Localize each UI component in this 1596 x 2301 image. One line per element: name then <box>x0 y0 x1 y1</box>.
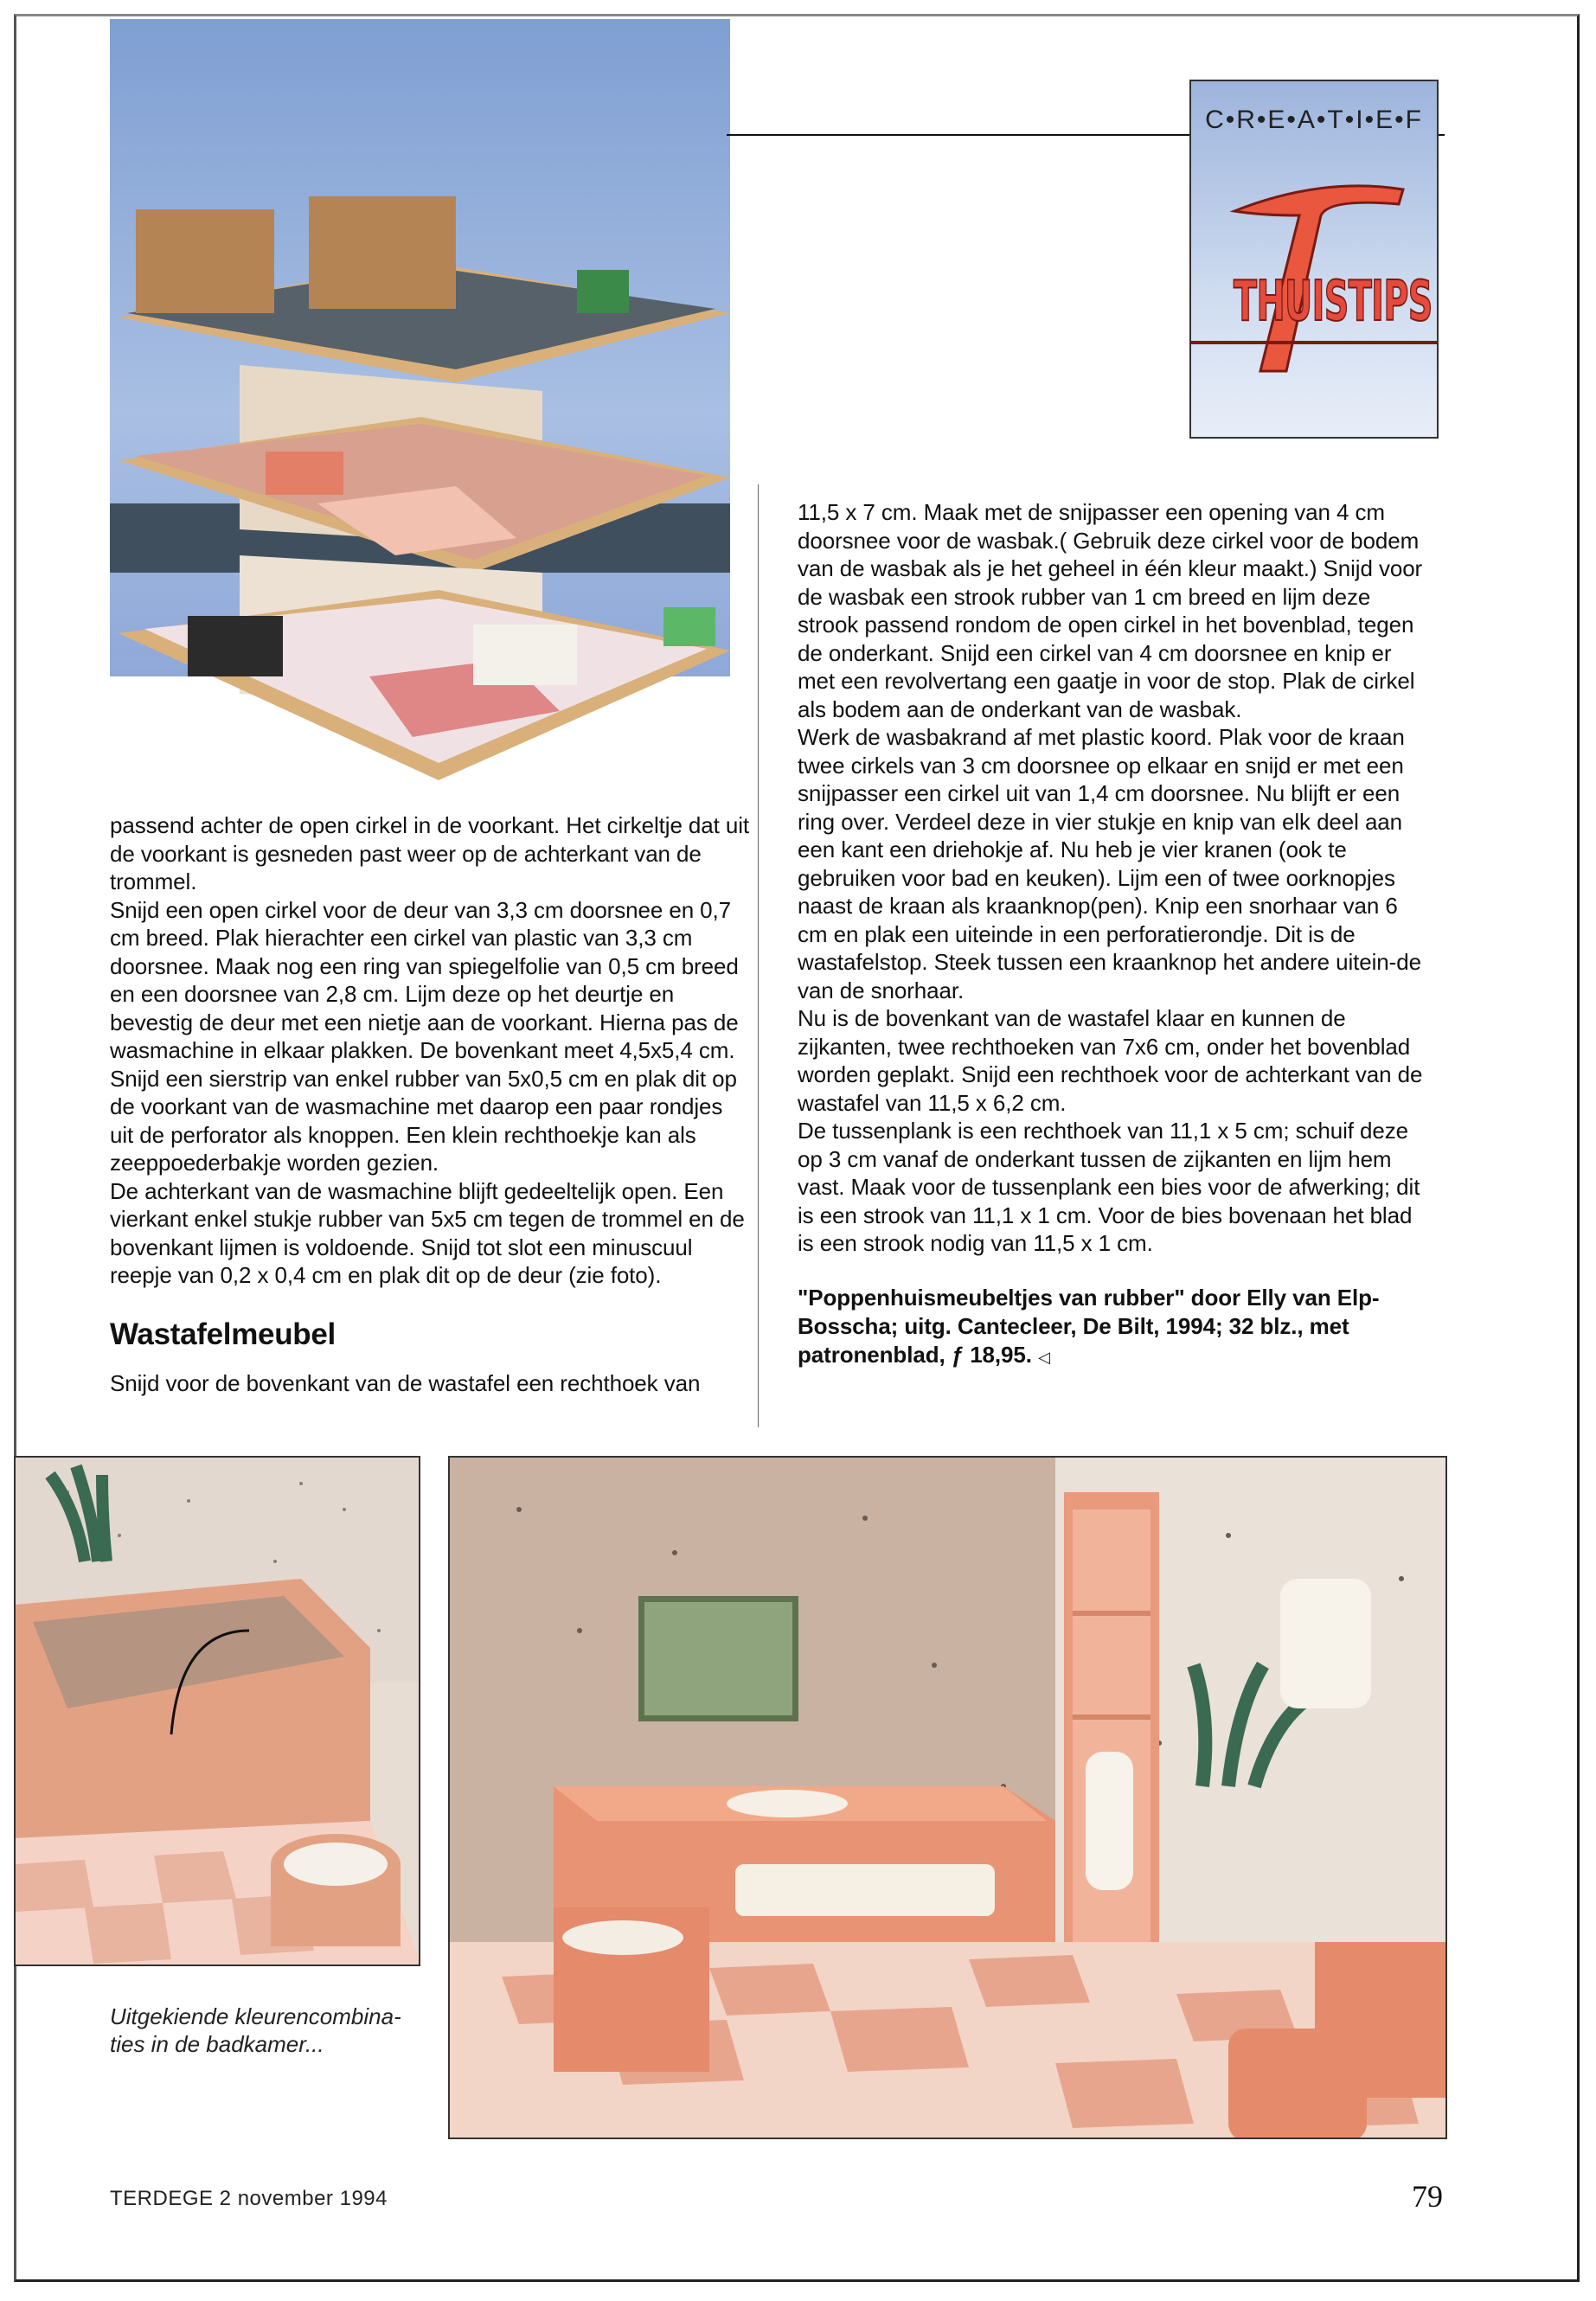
logo-kicker: C•R•E•A•T•I•E•F <box>1205 106 1423 134</box>
left-paragraph-5: Snijd voor de bovenkant van de wastafel een rechthoek van <box>110 1370 701 1396</box>
book-reference-text: "Poppenhuismeubeltjes van rubber" door Elly van Elp-Bosscha; uitg. Cantecleer, De Bilt, 1994; 32 blz., met patronenblad, ƒ 18,95. <box>798 1284 1380 1368</box>
bathroom-photo <box>448 1456 1447 2139</box>
logo-underline <box>1191 341 1437 344</box>
book-reference <box>798 1284 1433 1372</box>
right-column <box>798 498 1433 1372</box>
left-column <box>110 811 750 1398</box>
left-paragraph-3: Snijd een sierstrip van enkel rubber van 5x0,5 cm en plak dit op de voorkant van de wasmachine met daarop een paar rondjes uit de perforator als knoppen. Een klein rechthoekje kan als zeeppoederbakje worden gezien. <box>110 1065 737 1176</box>
end-mark-icon: ◁ <box>1038 1348 1050 1366</box>
dollhouse-photo <box>110 19 730 785</box>
left-paragraph-4: De achterkant van de wasmachine blijft gedeeltelijk open. Een vierkant enkel stukje rubber van 5x5 cm tegen de trommel en de bovenkant lijmen is voldoende. Snijd tot slot een minuscuul reepje van 0,2 x 0,4 cm en plak dit op de deur (zie foto). <box>110 1177 745 1288</box>
right-paragraph-3: Nu is de bovenkant van de wastafel klaar en kunnen de zijkanten, twee rechthoeken van 7x6 cm, onder het bovenblad worden geplakt. Snijd een rechthoek voor de achterkant van de wastafel van 11,5 x 6,2 cm. <box>798 1005 1423 1116</box>
column-divider <box>758 484 759 1427</box>
page-number: 79 <box>1412 2179 1443 2214</box>
bathtub-photo <box>14 1456 420 1966</box>
left-paragraph-1: passend achter de open cirkel in de voorkant. Het cirkeltje dat uit de voorkant is gesneden past weer op de achterkant van de trommel. <box>110 812 750 894</box>
footer-publication: TERDEGE 2 november 1994 <box>110 2187 388 2210</box>
photo-caption: Uitgekiende kleurencombina-ties in de badkamer... <box>110 2003 401 2057</box>
section-heading: Wastafelmeubel <box>110 1317 336 1351</box>
left-paragraph-2: Snijd een open cirkel voor de deur van 3,3 cm doorsnee en 0,7 cm breed. Plak hierachter een cirkel van plastic van 3,3 cm doorsnee. Maak nog een ring van spiegelfolie van 0,5 cm breed en een doorsnee van 2,8 cm. Lijm deze op het deurtje en bevestig de deur met een nietje aan de voorkant. Hierna pas de wasmachine in elkaar plakken. De bovenkant meet 4,5x5,4 cm. <box>110 896 739 1063</box>
right-paragraph-2: Werk de wasbakrand af met plastic koord. Plak voor de kraan twee cirkels van 3 cm doorsnee op elkaar en snijd er met een snijpasser een cirkel uit van 1,4 cm doorsnee. Nu blijft er een ring over. Verdeel deze in vier stukje en knip van elk deel aan een kant een driehokje af. Nu heb je vier kranen (ook te gebruiken voor bad en keuken). Lijm een of twee oorknopjes naast de kraan als kraanknop(pen). Knip een snorhaar van 6 cm en plak een uiteinde in een perforatierondje. Dit is de wastafelstop. Steek tussen een kraanknop het andere uitein-de van de snorhaar. <box>798 724 1421 1003</box>
right-paragraph-1: 11,5 x 7 cm. Maak met de snijpasser een opening van 4 cm doorsnee voor de wasbak.( Gebruik deze cirkel voor de bodem van de wasbak als je het geheel in één kleur maakt.) Snijd voor de wasbak een strook rubber van 1 cm breed en lijm deze strook passend rondom de open cirkel in het bovenblad, tegen de onderkant. Snijd een cirkel van 4 cm doorsnee en knip er met een revolvertang een gaatje in voor de stop. Plak de cirkel als bodem aan de onderkant van de wasbak. <box>798 499 1423 722</box>
right-paragraph-4: De tussenplank is een rechthoek van 11,1 x 5 cm; schuif deze op 3 cm vanaf de onderkant tussen de zijkanten en lijm hem vast. Maak voor de tussenplank een bies voor de afwerking; dit is een strook van 11,1 x 1 cm. Voor de bies bovenaan het blad is een strook nodig van 11,5 x 1 cm. <box>798 1118 1420 1256</box>
creatief-thuistips-logo <box>1189 80 1439 439</box>
logo-brand: THUISTIPS <box>1234 270 1433 334</box>
